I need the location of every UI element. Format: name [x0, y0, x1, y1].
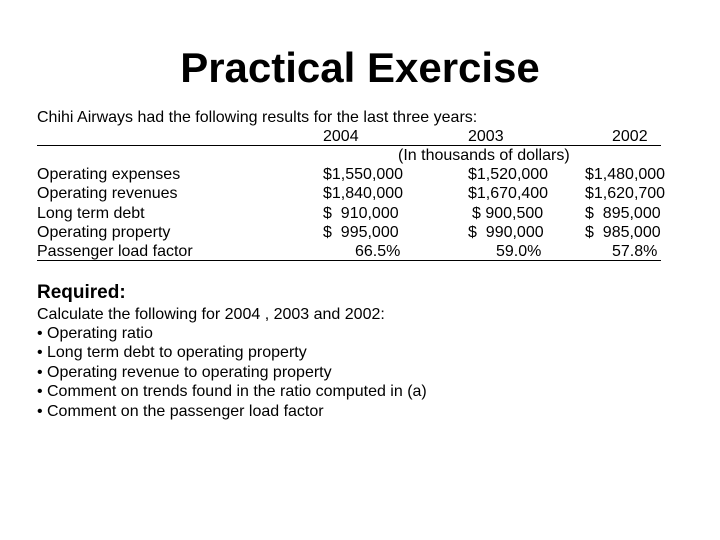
unit-note: (In thousands of dollars) — [398, 147, 570, 164]
task-list — [37, 324, 427, 421]
cell-2003: $ 900,500 — [472, 205, 544, 222]
row-label: Operating revenues — [37, 185, 178, 202]
cell-2004: $ 910,000 — [323, 205, 399, 222]
cell-2002: $1,480,000 — [585, 166, 666, 183]
list-item — [37, 363, 427, 382]
bullet-icon: • — [37, 344, 43, 362]
cell-2003: $1,520,000 — [468, 166, 549, 183]
task-text: Long term debt to operating property — [47, 344, 307, 362]
row-label: Passenger load factor — [37, 243, 193, 260]
task-text: Comment on the passenger load factor — [47, 402, 324, 420]
cell-2004: $1,550,000 — [323, 166, 404, 183]
bullet-icon: • — [37, 383, 43, 401]
cell-2003: 59.0% — [496, 243, 542, 260]
year-2002-header: 2002 — [612, 128, 648, 145]
row-label: Operating property — [37, 224, 171, 241]
list-item — [37, 324, 427, 343]
cell-2003: $ 990,000 — [468, 224, 544, 241]
row-label: Long term debt — [37, 205, 145, 222]
bullet-icon: • — [37, 402, 43, 420]
year-2003-header: 2003 — [468, 128, 504, 145]
cell-2002: 57.8% — [612, 243, 658, 260]
cell-2002: $ 985,000 — [585, 224, 661, 241]
cell-2004: $1,840,000 — [323, 185, 404, 202]
list-item — [37, 343, 427, 362]
footer-rule — [37, 260, 661, 261]
task-text: Operating ratio — [47, 325, 153, 342]
task-intro: Calculate the following for 2004 , 2003 and 2002: — [37, 306, 385, 323]
list-item — [37, 382, 427, 401]
row-label: Operating expenses — [37, 166, 181, 183]
task-text: Comment on trends found in the ratio computed in (a) — [47, 383, 427, 401]
cell-2004: 66.5% — [355, 243, 401, 260]
cell-2002: $1,620,700 — [585, 185, 666, 202]
required-heading: Required: — [37, 282, 126, 303]
task-text: Operating revenue to operating property — [47, 363, 332, 381]
cell-2002: $ 895,000 — [585, 205, 661, 222]
cell-2004: $ 995,000 — [323, 224, 399, 241]
intro-text: Chihi Airways had the following results for the last three years: — [37, 109, 478, 126]
cell-2003: $1,670,400 — [468, 185, 549, 202]
year-2004-header: 2004 — [323, 128, 359, 145]
bullet-icon: • — [37, 363, 43, 381]
bullet-icon: • — [37, 325, 43, 342]
list-item — [37, 402, 427, 421]
page-title: Practical Exercise — [180, 44, 540, 91]
